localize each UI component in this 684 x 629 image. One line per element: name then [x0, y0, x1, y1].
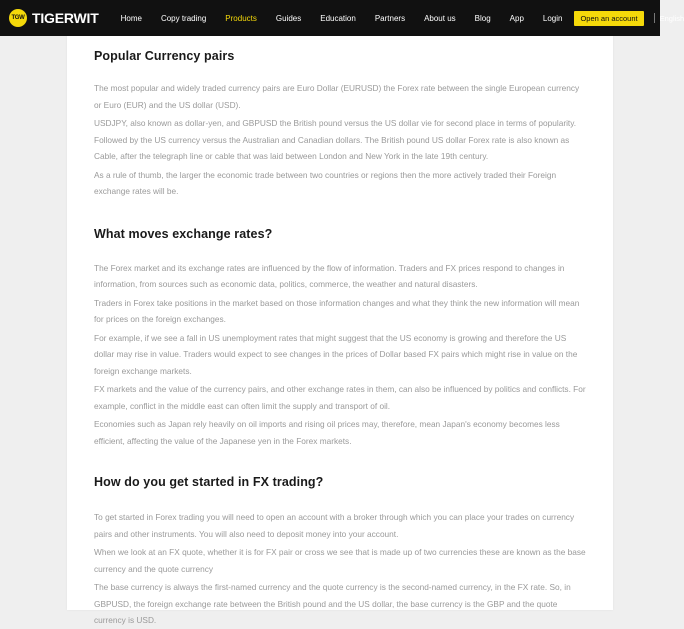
paragraph: Traders in Forex take positions in the market based on those information changes and what they think the new information will mean for prices on the foreign exchanges. — [94, 297, 580, 324]
nav-item-about-us[interactable]: About us — [424, 13, 456, 23]
paragraph: The most popular and widely traded currency pairs are Euro Dollar (EURUSD) the Forex rate between the single European currency or Euro (EUR) and the US dollar (USD). — [94, 83, 580, 110]
section-body-exchange-rates — [94, 260, 586, 450]
paragraph: The base currency is always the first-named currency and the quote currency is the second-named currency, in the FX rate. So, in GBPUSD, the foreign exchange rate between the British pound and the US dollar, the base currency is the GBP and the quote currency is USD. — [94, 582, 571, 625]
section-heading-popular-pairs: Popular Currency pairs — [94, 49, 235, 63]
divider — [654, 13, 655, 23]
section-body-popular-pairs — [94, 80, 586, 200]
nav-item-blog[interactable]: Blog — [474, 13, 491, 23]
top-navigation-bar — [0, 0, 684, 36]
section-body-get-started — [94, 509, 586, 629]
nav-item-partners[interactable]: Partners — [374, 13, 406, 23]
section-heading-exchange-rates: What moves exchange rates? — [94, 226, 273, 241]
paragraph: USDJPY, also known as dollar-yen, and GBPUSD the British pound versus the US dollar vie for second place in terms of popularity. Followed by the US currency versus the Australian and Canadian dollars. The British pound US dollar Forex rate is also known as Cable, after the telegraph line or cable that was laid between London and New York in the late 19th century. — [94, 118, 577, 161]
nav-item-guides[interactable]: Guides — [275, 13, 302, 23]
tiger-badge-icon: TGW — [9, 9, 27, 27]
nav-item-education[interactable]: Education — [320, 13, 356, 23]
paragraph: Economies such as Japan rely heavily on oil imports and rising oil prices may, therefore, mean Japan's economy becomes less efficient, affecting the value of the Japanese yen in the Forex markets. — [94, 419, 560, 446]
article-content — [67, 36, 613, 625]
nav-item-app[interactable]: App — [509, 13, 524, 23]
nav-item-home[interactable]: Home — [120, 13, 142, 23]
open-account-button[interactable]: Open an account — [574, 11, 643, 26]
language-selector[interactable]: English — [659, 13, 684, 23]
section-heading-get-started: How do you get started in FX trading? — [94, 475, 324, 489]
account-controls — [543, 11, 684, 26]
paragraph: As a rule of thumb, the larger the economic trade between two countries or regions then the more actively traded their Foreign exchange rates will be. — [94, 169, 557, 196]
nav-item-copy-trading[interactable]: Copy trading — [160, 13, 207, 23]
paragraph: When we look at an FX quote, whether it is for FX pair or cross we see that is made up of two currencies these are known as the base currency and the quote currency — [94, 547, 586, 574]
nav-item-products[interactable]: Products — [225, 13, 257, 23]
brand-logo[interactable] — [9, 9, 99, 27]
paragraph: FX markets and the value of the currency pairs, and other exchange rates in them, can also be influenced by politics and conflicts. For example, conflict in the middle east can often limit the supply and transport of oil. — [94, 384, 586, 411]
paragraph: To get started in Forex trading you will need to open an account with a broker through which you can place your trades on currency pairs and other instruments. You will also need to deposit money into your account. — [94, 512, 575, 539]
main-menu — [121, 14, 543, 23]
brand-name: TIGERWIT — [32, 10, 99, 26]
login-link[interactable]: Login — [542, 13, 563, 23]
paragraph: The Forex market and its exchange rates are influenced by the flow of information. Traders and FX prices respond to changes in information, from sources such as economic data, politics, commerce, the weather and natural disasters. — [94, 262, 565, 289]
paragraph: For example, if we see a fall in US unemployment rates that might suggest that the US economy is growing and therefore the US dollar may rise in value. Traders would expect to see changes in the prices of Dollar based FX pairs which might rise in value on the foreign exchange markets. — [94, 332, 578, 376]
